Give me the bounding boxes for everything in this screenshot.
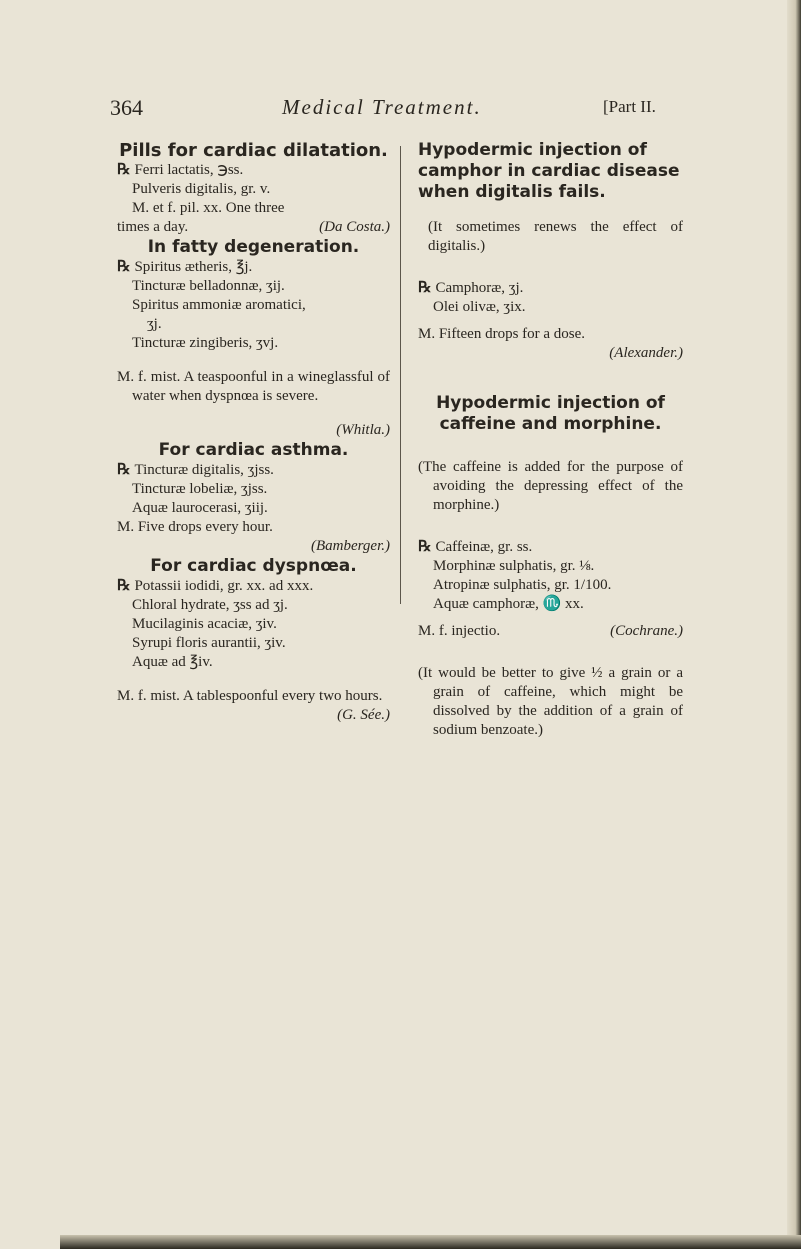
recipe-line: Aquæ laurocerasi, ʒiij.	[132, 500, 268, 516]
recipe-line: Tincturæ zingiberis, ʒvj.	[132, 335, 279, 351]
recipe-line: Morphinæ sulphatis, gr. ⅛.	[433, 558, 595, 574]
recipe-line: Mucilaginis acaciæ, ʒiv.	[132, 616, 277, 632]
recipe-line: M. et f. pil. xx. One three	[132, 200, 285, 216]
page-number: 364	[110, 95, 143, 120]
recipe-line: Chloral hydrate, ʒss ad ʒj.	[132, 597, 288, 613]
recipe-line: times a day. (Da Costa.)	[117, 219, 390, 235]
footnote: (It would be better to give ½ a grain or a grain of caffeine, which might be dissolved by the addition of a grain of sodium benzoate.)	[418, 665, 683, 738]
part-label: [Part II.	[603, 97, 656, 116]
rx-symbol: ℞	[418, 539, 432, 555]
mist-instruction: M. f. mist. A tablespoonful every two hours. (G. Sée.)	[117, 688, 390, 723]
section-title-dyspnoea: For cardiac dyspnœa.	[150, 556, 357, 576]
recipe-line: Aquæ ad ℥iv.	[132, 654, 213, 670]
recipe-line: ʒj.	[147, 316, 162, 332]
source-citation: (Alexander.)	[609, 345, 683, 361]
rx-symbol: ℞	[117, 162, 131, 178]
page-header	[110, 95, 670, 129]
recipe-line: Syrupi floris aurantii, ʒiv.	[132, 635, 286, 651]
section-title-caffeine: Hypodermic injection of caffeine and morphine.	[436, 393, 665, 434]
recipe-line: Pulveris digitalis, gr. v.	[132, 181, 271, 197]
recipe-line: Atropinæ sulphatis, gr. 1/100.	[433, 577, 612, 593]
left-column	[117, 140, 390, 725]
recipe-line: ℞ Tincturæ digitalis, ʒjss.	[117, 462, 274, 478]
recipe-line: Tincturæ lobeliæ, ʒjss.	[132, 481, 268, 497]
rx-symbol: ℞	[418, 280, 432, 296]
mist-instruction: M. f. mist. A teaspoonful in a wineglassful of water when dyspnœa is severe.	[117, 369, 390, 404]
recipe-line: Aquæ camphoræ, ♏ xx.	[433, 596, 584, 612]
section-note: (It sometimes renews the effect of digitalis.)	[428, 219, 683, 254]
section-note: (The caffeine is added for the purpose of avoiding the depressing effect of the morphine.)	[418, 459, 683, 513]
recipe-line: Spiritus ammoniæ aromatici,	[132, 297, 306, 313]
recipe-line: ℞ Ferri lactatis, ℈ss.	[117, 162, 244, 178]
recipe-line: Olei olivæ, ʒix.	[433, 299, 526, 315]
rx-symbol: ℞	[117, 578, 131, 594]
mist-instruction: M. Fifteen drops for a dose.	[418, 326, 586, 342]
section-title-asthma: For cardiac asthma.	[158, 440, 349, 460]
section-title-pills: Pills for cardiac dilatation.	[119, 140, 388, 161]
source-citation: (Da Costa.)	[319, 219, 390, 235]
right-column	[418, 140, 683, 755]
running-title: Medical Treatment.	[282, 95, 482, 119]
section-title-fatty: In fatty degeneration.	[147, 237, 360, 257]
recipe-line: Tincturæ belladonnæ, ʒij.	[132, 278, 285, 294]
recipe-line: ℞ Potassii iodidi, gr. xx. ad xxx.	[117, 578, 314, 594]
rx-symbol: ℞	[117, 462, 131, 478]
recipe-line: ℞ Spiritus ætheris, ℥j.	[117, 259, 253, 275]
section-title-camphor: Hypodermic injection of camphor in cardiac disease when digitalis fails.	[418, 140, 680, 202]
mist-instruction: M. Five drops every hour.	[117, 519, 273, 535]
source-citation: (G. Sée.)	[337, 707, 390, 723]
rx-symbol: ℞	[117, 259, 131, 275]
mist-instruction: M. f. injectio. (Cochrane.)	[418, 623, 683, 639]
recipe-line: ℞ Caffeinæ, gr. ss.	[418, 539, 533, 555]
page-edge	[787, 0, 801, 1249]
bottom-edge	[60, 1235, 801, 1249]
source-citation: (Whitla.)	[336, 422, 390, 438]
source-citation: (Bamberger.)	[310, 538, 390, 554]
recipe-line: ℞ Camphoræ, ʒj.	[418, 280, 524, 296]
source-citation: (Cochrane.)	[610, 623, 683, 639]
column-divider	[400, 146, 401, 604]
